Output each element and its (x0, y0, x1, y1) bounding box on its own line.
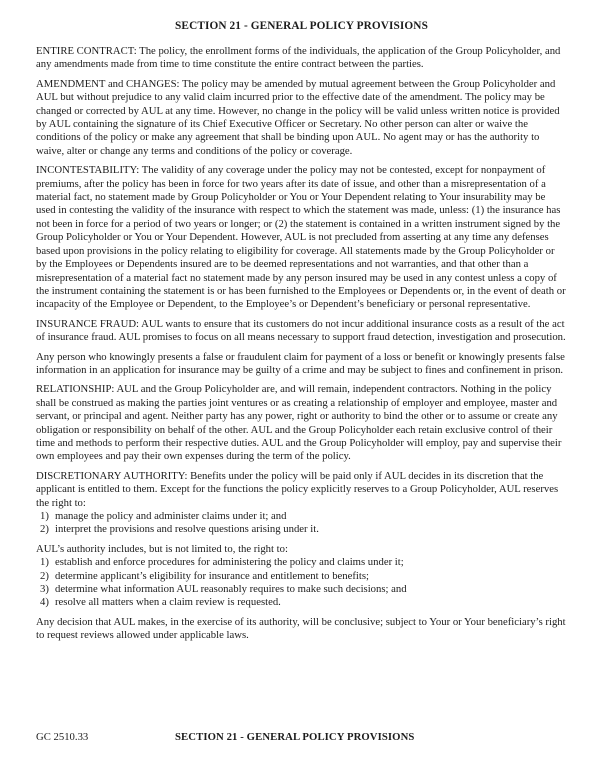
list-item-number: 3) (40, 583, 49, 596)
paragraph-decision-conclusive: Any decision that AUL makes, in the exercise of its authority, will be conclusive; subject to Your or Your beneficiary’s right to request reviews allowed under applicable laws. (36, 615, 566, 642)
list-item (36, 523, 567, 536)
list-item-number: 2) (40, 523, 49, 536)
list-item-number: 1) (40, 510, 49, 522)
paragraph-relationship: RELATIONSHIP: AUL and the Group Policyholder are, and will remain, independent contractors. Nothing in the policy shall be construed as making the parties joint ventures or as creating a relationship of employer and employee, master and servant, or principal and agent. Neither party has any power, right or authority to bind the other or to assume or create any obligation or responsibility on behalf of the other. AUL and the Group Policyholder each retain exclusive control of their time and methods to perform their respective duties. AUL and the Group Policyholder will employ, pay and supervise their own employees and pay their own expenses during the term of the policy. (36, 383, 562, 463)
list-item (36, 556, 567, 569)
list-item-text: determine what information AUL reasonably requires to make such decisions; and (55, 583, 407, 596)
list-item-number: 2) (40, 569, 49, 582)
paragraph-aul-authority-intro: AUL’s authority includes, but is not limited to, the right to: (36, 542, 288, 555)
discretionary-rights-list (36, 510, 567, 537)
list-item (36, 570, 567, 583)
paragraph-insurance-fraud: INSURANCE FRAUD: AUL wants to ensure that its customers do not incur additional insurance costs as a result of the act of insurance fraud. AUL promises to focus on all means necessary to support fraud detection, investigation and prosecution. (36, 317, 566, 344)
aul-authority-list (36, 556, 567, 610)
page-title: SECTION 21 - GENERAL POLICY PROVISIONS (175, 20, 428, 32)
paragraph-discretionary-authority: DISCRETIONARY AUTHORITY: Benefits under the policy will be paid only if AUL decides in its discretion that the applicant is entitled to them. Except for the functions the policy explicitly reserves to a Group Policyholder, AUL reserves the right to: (36, 469, 559, 509)
list-item-text: determine applicant’s eligibility for insurance and entitlement to benefits; (55, 569, 369, 582)
list-item (36, 596, 567, 609)
paragraph-amendment-and-changes: AMENDMENT and CHANGES: The policy may be amended by mutual agreement between the Group Policyholder and AUL but without prejudice to any valid claim incurred prior to the effective date of the amendment. The policy may be changed or corrected by AUL at any time. However, no change in the policy will be valid unless written notice is provided by AUL containing the signature of its Chief Executive Officer or Secretary. No other person can alter or waive the conditions of the policy or make any agreement that shall be binding upon AUL. No agent may or has the authority to waive, alter or change any terms and conditions of the policy or coverage. (36, 77, 560, 157)
paragraph-entire-contract: ENTIRE CONTRACT: The policy, the enrollment forms of the individuals, the application of the Group Policyholder, and any amendments made from time to time constitute the entire contract between the parties. (36, 45, 561, 71)
list-item (36, 510, 567, 523)
list-item-text: resolve all matters when a claim review is requested. (55, 596, 281, 609)
page-footer (36, 731, 567, 746)
paragraph-incontestability: INCONTESTABILITY: The validity of any coverage under the policy may not be contested, except for nonpayment of premiums, after the policy has been in force for two years after its date of issue, and other than a misrepresentation of a material fact, no statement made by Group Policyholder or You or Your Dependent relating to Your insurability may be used in contesting the validity of the insurance with respect to which the statement was made, unless: (1) the insurance has not been in force for a period of two years or longer; or (2) the statement is contained in a written instrument signed by the Group Policyholder or You or Your Dependent. However, AUL is not precluded from asserting at any time any defenses based upon provisions in the policy relating to eligibility for coverage. All statements made by the Group Policyholder or by the Employees or Dependents insured are to be deemed representations and not warranties, and that other than a misrepresentation of a material fact no statement made by any person insured may be used in any contest unless a copy of the instrument containing the statement is or has been furnished to the Employees or Dependents or, in the event of death or incapacity of the Employee or Dependent, to the Employee’s or Dependent’s beneficiary or personal representative. (36, 164, 566, 311)
list-item (36, 583, 567, 596)
footer-section-title: SECTION 21 - GENERAL POLICY PROVISIONS (175, 731, 415, 743)
list-item-text: establish and enforce procedures for administering the policy and claims under it; (55, 556, 404, 569)
list-item-number: 1) (40, 556, 49, 569)
footer-form-number: GC 2510.33 (36, 731, 89, 743)
list-item-text: manage the policy and administer claims under it; and (55, 510, 287, 522)
list-item-text: interpret the provisions and resolve questions arising under it. (55, 523, 319, 536)
document-body (36, 14, 567, 649)
list-item-number: 4) (40, 596, 49, 609)
paragraph-fraud-warning: Any person who knowingly presents a false or fraudulent claim for payment of a loss or benefit or knowingly presents false information in an application for insurance may be guilty of a crime and may be subject to fines and confinement in prison. (36, 350, 565, 376)
